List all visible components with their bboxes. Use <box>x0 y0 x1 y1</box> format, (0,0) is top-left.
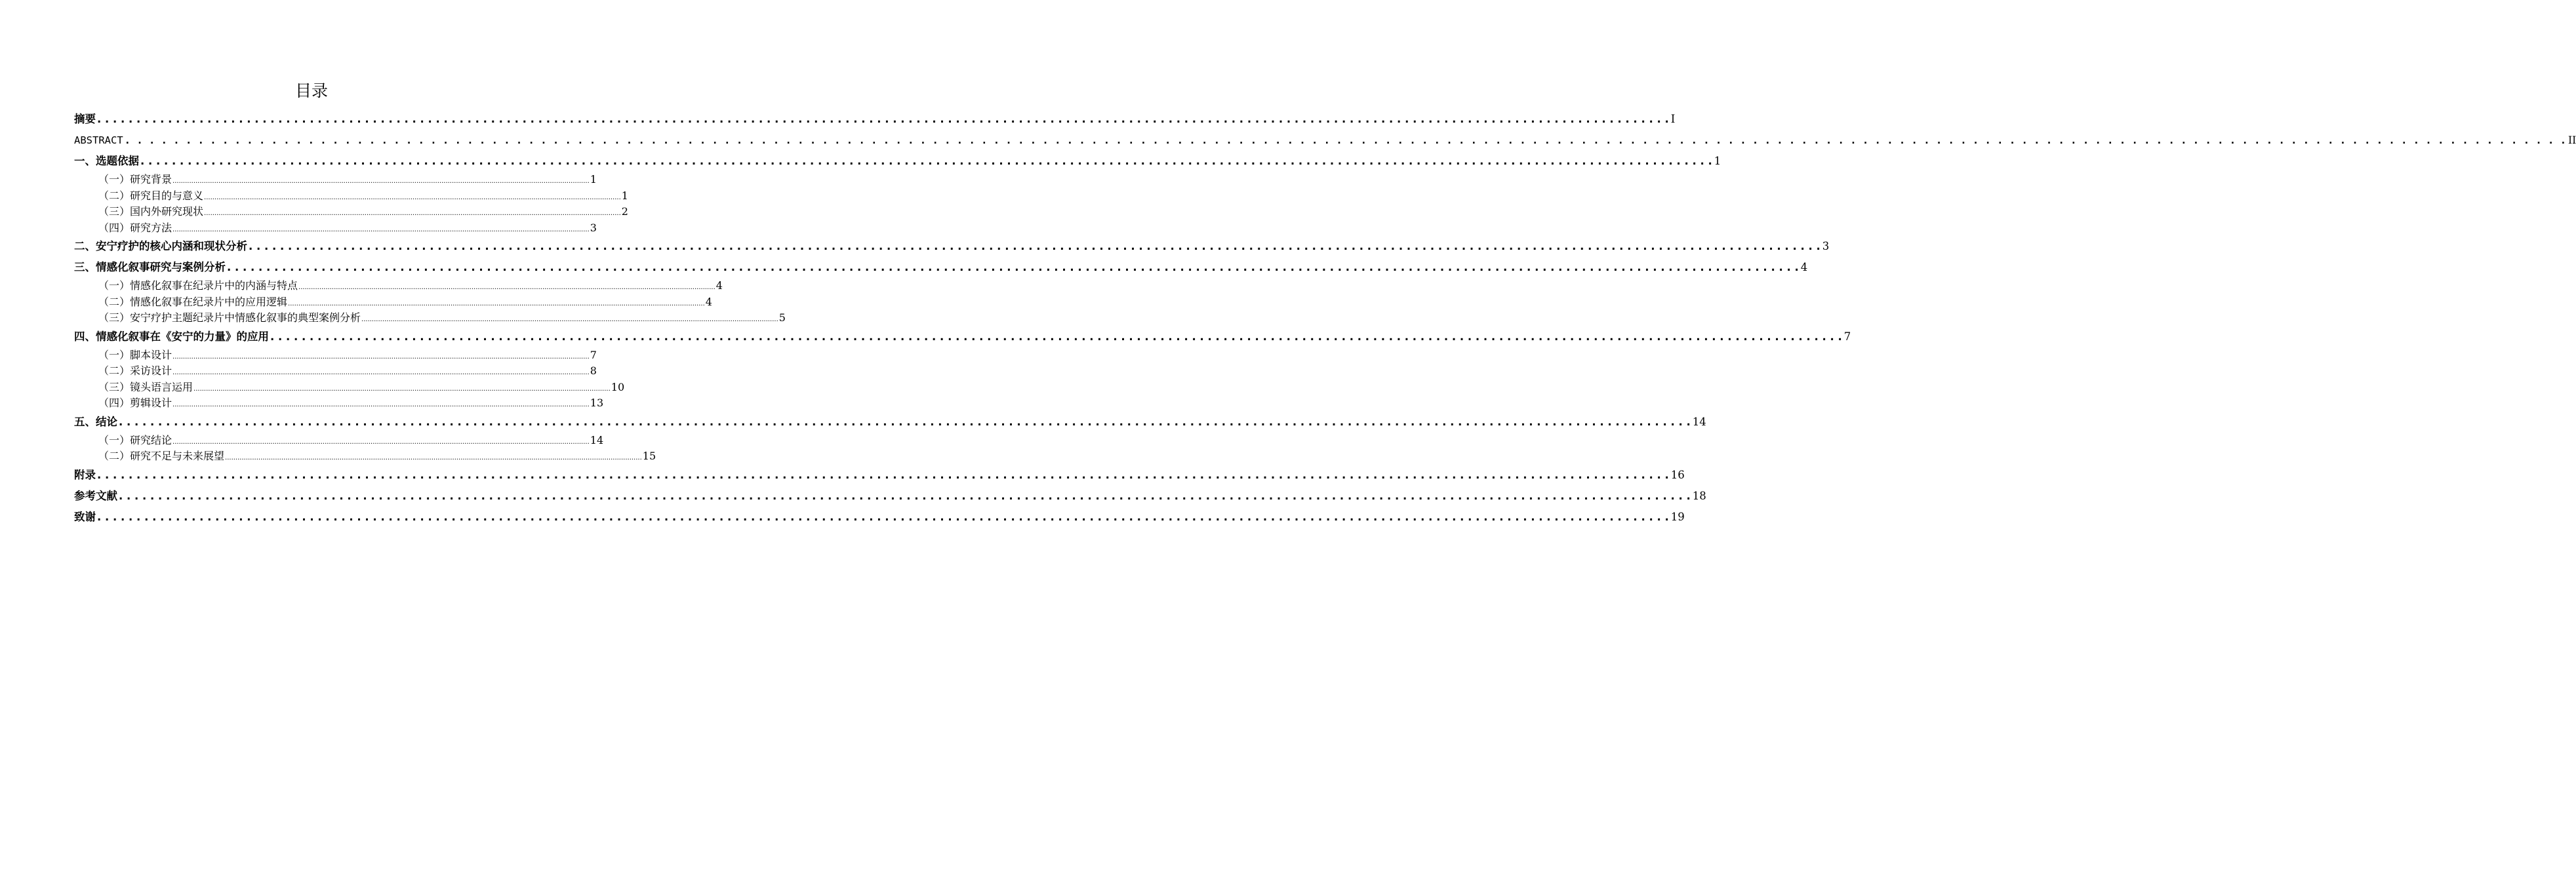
toc-entry[interactable] <box>74 465 1685 486</box>
toc-subentry[interactable] <box>74 395 604 412</box>
toc-subentry[interactable] <box>74 294 712 311</box>
toc-entry-number: 五、 <box>74 415 96 428</box>
toc-entry-page-number: 8 <box>590 364 597 377</box>
page-title: 目录 <box>294 81 328 100</box>
toc-entry[interactable] <box>74 151 1721 172</box>
dot-leader: ........................................................................................................................................................................................................ <box>298 284 715 291</box>
toc-entry-page-number: 5 <box>778 311 786 324</box>
toc-entry-page-number: 1 <box>1714 155 1721 167</box>
toc-entry-label: 采访设计 <box>130 364 172 377</box>
dot-leader: ........................................................................................................................................................................................................ <box>172 438 590 446</box>
toc-subentry[interactable] <box>74 363 597 380</box>
toc-subentry[interactable] <box>74 347 597 364</box>
toc-entry-label: 情感化叙事在纪录片中的内涵与特点 <box>130 279 298 292</box>
dot-leader: ........................................................................................................................................................................................................ <box>172 225 590 233</box>
dot-leader: . . . . . . . . . . . . . . . . . . . . . . . . . . . . . . . . . . . . . . . . . . . . . . . . . . . . . . . . . . . . . . . . . . . . . . . . . . . . . . . . . . . . . . . . . . . . . . . . . . . . . . . . . . . . . . . . . . . . . . . . . . . . . . . . . . . . . . . . . . . . . . . . . . . . . . . . . . . . . . . . . . . . . . . . . . . . . . . . . . . . . . . . . . . . . . . . . . . . . . . . <box>97 468 1669 481</box>
toc-entry[interactable] <box>74 326 1851 347</box>
toc-entry[interactable] <box>74 130 2576 151</box>
toc-entry-page-number: 18 <box>1692 489 1706 502</box>
dot-leader: . . . . . . . . . . . . . . . . . . . . . . . . . . . . . . . . . . . . . . . . . . . . . . . . . . . . . . . . . . . . . . . . . . . . . . . . . . . . . . . . . . . . . . . . . . . . . . . . . . . . . . . . . . . . . . . . . . . . . . . . . . . . . . . . . . . . . . . . . . . . . . . . . . . . . . . . . . . . . . . . . . . . . . . . . . . . . . . . . . . . . . . . . . . . . . . . . . . . . . . . <box>140 155 1712 167</box>
toc-entry-page-number: 1 <box>590 173 597 186</box>
toc-entry-page-number: 4 <box>705 295 712 308</box>
toc-entry-label: 研究目的与意义 <box>130 189 204 202</box>
toc-entry[interactable] <box>74 236 1830 257</box>
dot-leader: . . . . . . . . . . . . . . . . . . . . . . . . . . . . . . . . . . . . . . . . . . . . . . . . . . . . . . . . . . . . . . . . . . . . . . . . . . . . . . . . . . . . . . . . . . . . . . . . . . . . . . . . . . . . . . . . . . . . . . . . . . . . . . . . . . . . . . . . . . . . . . . . . . . . . . . . . . . . . . . . . . . . . . . . . . . . . . . . . . . . . . . . . . . . . . . . . . . . . . . . <box>249 240 1821 252</box>
toc-entry[interactable] <box>74 507 1685 528</box>
dot-leader: . . . . . . . . . . . . . . . . . . . . . . . . . . . . . . . . . . . . . . . . . . . . . . . . . . . . . . . . . . . . . . . . . . . . . . . . . . . . . . . . . . . . . . . . . . . . . . . . . . . . . . . . . . . . . . . . . . . . . . . . . . . . . . . . . . . . . . . . . . . . . . . . . . . . . . . . . . . . . . . . . . . . . . . . . . . . . . . . . . . . . . . . . . . . . . . . . . . . . . . . <box>270 330 1842 343</box>
toc-entry-page-number: 19 <box>1670 510 1685 523</box>
toc-subentry[interactable] <box>74 204 628 220</box>
toc-entry-number: 一、 <box>74 155 96 167</box>
toc-entry-label: 剪辑设计 <box>130 397 172 409</box>
dot-leader: ........................................................................................................................................................................................................ <box>172 369 590 376</box>
dot-leader: . . . . . . . . . . . . . . . . . . . . . . . . . . . . . . . . . . . . . . . . . . . . . . . . . . . . . . . . . . . . . . . . . . . . . . . . . . . . . . . . . . . . . . . . . . . . . . . . . . . . . . . . . . . . . . . . . . . . . . . . . . . . . . . . . . . . . . . . . . . . . . . . . . . . . . . . . . . . . . . . . . . . . . . . . . . . . . . . . . . . . . . . . . . . . . . . . . . . . . . . <box>97 113 1669 125</box>
toc-entry-page-number: 13 <box>590 397 604 409</box>
dot-leader: . . . . . . . . . . . . . . . . . . . . . . . . . . . . . . . . . . . . . . . . . . . . . . . . . . . . . . . . . . . . . . . . . . . . . . . . . . . . . . . . . . . . . . . . . . . . . . . . . . . . . . . . . . . . . . . . . . . . . . . . . . . . . . . . . . . . . . . . . . . . . . . . . . . . . . . . . . . . . . . . . . . . . . . . . . . . . . . . . . . . . . . . . . . . . . . . . . . . . . . . <box>227 261 1799 273</box>
toc-entry-number: （一） <box>98 433 131 446</box>
toc-subentry[interactable] <box>74 380 625 396</box>
toc-entry-number: （二） <box>98 189 131 202</box>
toc-entry-label: 研究不足与未来展望 <box>130 450 225 462</box>
toc-entry-number: （四） <box>98 397 131 409</box>
dot-leader: ........................................................................................................................................................................................................ <box>172 178 590 185</box>
toc-entry-page-number: 15 <box>642 450 656 462</box>
toc-entry-number: （一） <box>98 279 131 292</box>
toc-entry-number: （三） <box>98 380 131 393</box>
toc-entry-page-number: 16 <box>1670 468 1685 481</box>
toc-entry-label: 安宁疗护的核心内涵和现状分析 <box>96 240 247 252</box>
toc-entry-label: 国内外研究现状 <box>130 205 204 218</box>
toc-entry-label: 情感化叙事在《安宁的力量》的应用 <box>96 330 269 343</box>
toc-subentry[interactable] <box>74 448 656 465</box>
toc-entry-number: （三） <box>98 205 131 218</box>
toc-entry-page-number: 10 <box>611 380 625 393</box>
toc-entry-page-number: 4 <box>715 279 723 292</box>
toc-entry-number: （一） <box>98 348 131 361</box>
dot-leader: ........................................................................................................................................................................................................ <box>288 300 705 307</box>
table-of-contents <box>74 109 2576 528</box>
toc-entry-number: 二、 <box>74 240 96 252</box>
toc-entry-number: （二） <box>98 364 131 377</box>
toc-entry-label: 研究背景 <box>130 173 172 186</box>
dot-leader: ........................................................................................................................................................................................................ <box>225 454 642 461</box>
toc-entry-number: （四） <box>98 221 131 234</box>
dot-leader: ........................................................................................................................................................................................................ <box>204 210 621 217</box>
dot-leader: ........................................................................................................................................................................................................ <box>172 353 590 361</box>
toc-entry-label: 研究结论 <box>130 433 172 446</box>
toc-entry-page-number: 7 <box>1843 330 1851 343</box>
dot-leader: . . . . . . . . . . . . . . . . . . . . . . . . . . . . . . . . . . . . . . . . . . . . . . . . . . . . . . . . . . . . . . . . . . . . . . . . . . . . . . . . . . . . . . . . . . . . . . . . . . . . . . . . . . . . . . . . . . . . . . . . . . . . . . . . . . . . . . . . . . . . . . . . . . . . . . . . . . . . . . . . . . . . . . . . . . . . . . . . . . . . . . . . . . . . . . . . . . . . . . . . <box>124 134 2567 146</box>
toc-entry-page-number: I <box>1670 113 1676 125</box>
toc-entry[interactable] <box>74 257 1808 278</box>
toc-entry-label: 脚本设计 <box>130 348 172 361</box>
toc-entry-page-number: 14 <box>1692 415 1706 428</box>
toc-entry-label: 安宁疗护主题纪录片中情感化叙事的典型案例分析 <box>130 311 361 324</box>
toc-entry-number: 四、 <box>74 330 96 343</box>
toc-entry[interactable] <box>74 486 1706 507</box>
toc-entry-label: 附录 <box>74 468 96 481</box>
toc-entry-page-number: 3 <box>590 221 597 234</box>
toc-entry-label: 情感化叙事研究与案例分析 <box>96 261 226 273</box>
toc-entry[interactable] <box>74 412 1706 433</box>
toc-subentry[interactable] <box>74 433 604 449</box>
toc-entry-number: 三、 <box>74 261 96 273</box>
dot-leader: . . . . . . . . . . . . . . . . . . . . . . . . . . . . . . . . . . . . . . . . . . . . . . . . . . . . . . . . . . . . . . . . . . . . . . . . . . . . . . . . . . . . . . . . . . . . . . . . . . . . . . . . . . . . . . . . . . . . . . . . . . . . . . . . . . . . . . . . . . . . . . . . . . . . . . . . . . . . . . . . . . . . . . . . . . . . . . . . . . . . . . . . . . . . . . . . . . . . . . . . <box>97 510 1669 523</box>
toc-entry-label: 选题依据 <box>96 155 139 167</box>
toc-subentry[interactable] <box>74 220 597 237</box>
toc-entry-page-number: 14 <box>590 433 604 446</box>
toc-entry-number: （二） <box>98 295 131 308</box>
toc-entry-number: （一） <box>98 173 131 186</box>
toc-subentry[interactable] <box>74 278 723 294</box>
toc-entry-label: 镜头语言运用 <box>130 380 193 393</box>
toc-entry[interactable] <box>74 109 1676 130</box>
dot-leader: ........................................................................................................................................................................................................ <box>193 385 611 393</box>
toc-subentry[interactable] <box>74 188 628 205</box>
dot-leader: ........................................................................................................................................................................................................ <box>204 193 621 201</box>
toc-entry-page-number: 7 <box>590 348 597 361</box>
toc-entry-label: 致谢 <box>74 510 96 523</box>
toc-subentry[interactable] <box>74 310 786 326</box>
toc-entry-page-number: 1 <box>621 189 628 202</box>
dot-leader: ........................................................................................................................................................................................................ <box>361 316 778 323</box>
toc-entry-number: （二） <box>98 450 131 462</box>
toc-subentry[interactable] <box>74 172 597 188</box>
toc-entry-label: 情感化叙事在纪录片中的应用逻辑 <box>130 295 288 308</box>
toc-entry-page-number: 3 <box>1822 240 1830 252</box>
toc-entry-label: 参考文献 <box>74 489 117 502</box>
dot-leader: . . . . . . . . . . . . . . . . . . . . . . . . . . . . . . . . . . . . . . . . . . . . . . . . . . . . . . . . . . . . . . . . . . . . . . . . . . . . . . . . . . . . . . . . . . . . . . . . . . . . . . . . . . . . . . . . . . . . . . . . . . . . . . . . . . . . . . . . . . . . . . . . . . . . . . . . . . . . . . . . . . . . . . . . . . . . . . . . . . . . . . . . . . . . . . . . . . . . . . . . <box>119 489 1691 502</box>
toc-entry-label: 研究方法 <box>130 221 172 234</box>
toc-entry-label: 结论 <box>96 415 117 428</box>
toc-entry-number: （三） <box>98 311 131 324</box>
toc-entry-page-number: II <box>2568 134 2576 146</box>
toc-entry-label: ABSTRACT <box>74 134 123 146</box>
toc-entry-page-number: 4 <box>1800 261 1808 273</box>
dot-leader: ........................................................................................................................................................................................................ <box>172 401 590 408</box>
dot-leader: . . . . . . . . . . . . . . . . . . . . . . . . . . . . . . . . . . . . . . . . . . . . . . . . . . . . . . . . . . . . . . . . . . . . . . . . . . . . . . . . . . . . . . . . . . . . . . . . . . . . . . . . . . . . . . . . . . . . . . . . . . . . . . . . . . . . . . . . . . . . . . . . . . . . . . . . . . . . . . . . . . . . . . . . . . . . . . . . . . . . . . . . . . . . . . . . . . . . . . . . <box>119 415 1691 428</box>
toc-entry-page-number: 2 <box>621 205 628 218</box>
toc-entry-label: 摘要 <box>74 113 96 125</box>
